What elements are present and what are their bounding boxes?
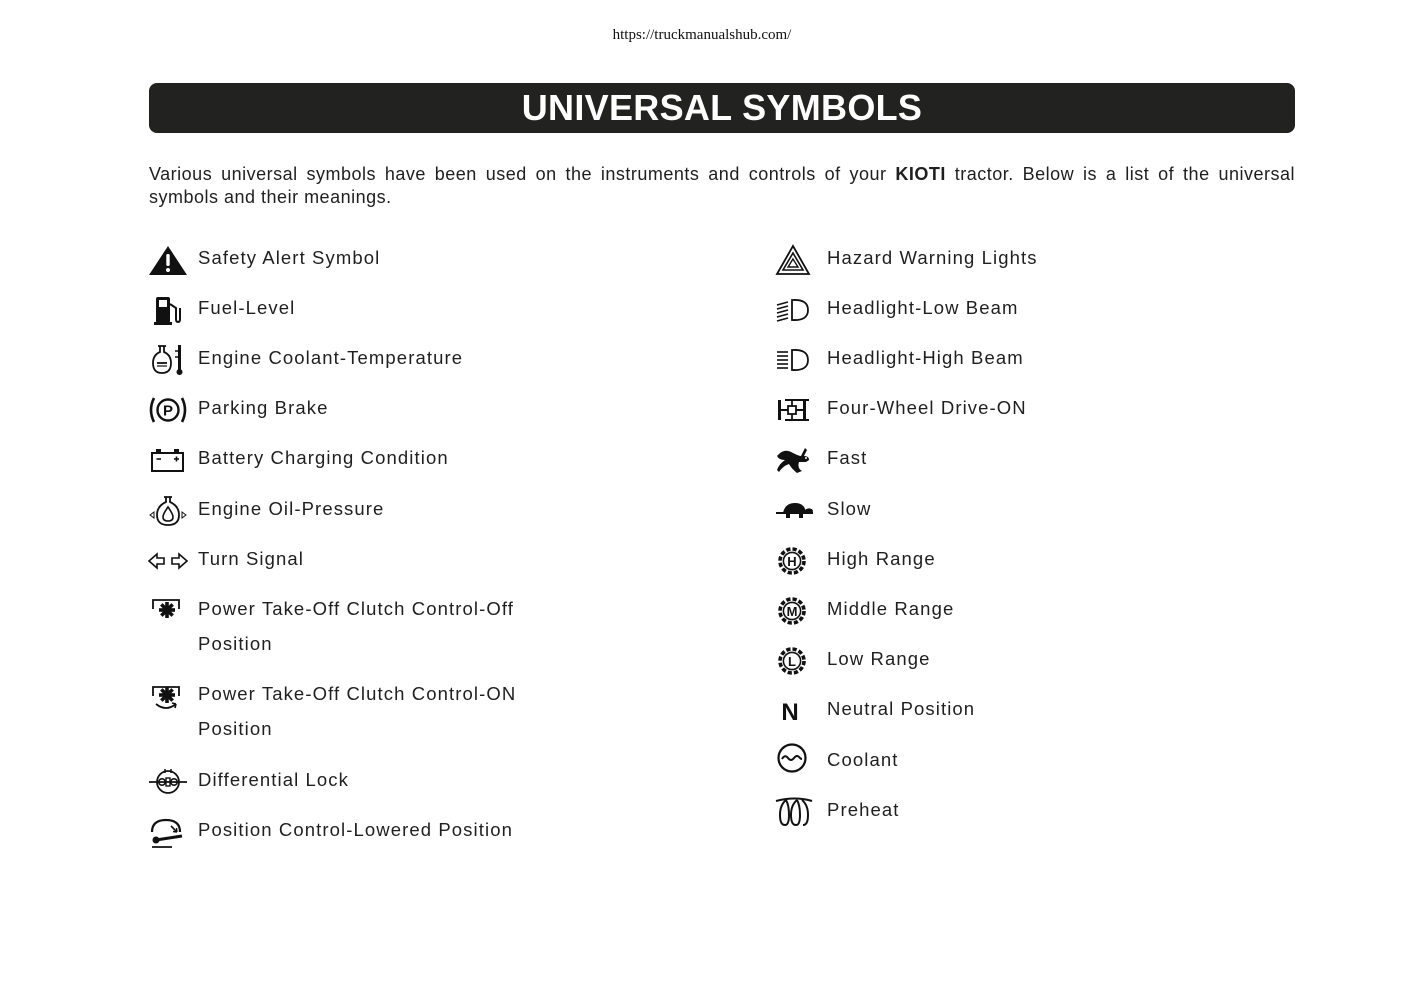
symbol-label: Four-Wheel Drive-ON: [827, 397, 1027, 418]
intro-text-before: Various universal symbols have been used on the instruments and controls of your: [149, 164, 896, 184]
coolant-temperature-icon: [148, 340, 188, 380]
symbol-label: Headlight-Low Beam: [827, 297, 1019, 318]
symbol-label: Engine Oil-Pressure: [198, 498, 385, 519]
symbol-item: [775, 541, 1147, 581]
pto-on-icon: [148, 676, 188, 716]
position-control-icon: [148, 812, 188, 852]
symbol-item: [775, 591, 1147, 631]
differential-lock-icon: [148, 762, 188, 802]
symbol-item: [148, 440, 518, 480]
symbol-item: [148, 390, 518, 430]
symbol-item: [775, 691, 1147, 731]
symbol-item: [775, 240, 1147, 280]
svg-text:M: M: [786, 604, 798, 619]
pto-off-icon: [148, 591, 188, 631]
symbol-item: [148, 340, 518, 380]
symbol-item: [148, 491, 518, 531]
symbol-label: High Range: [827, 548, 936, 569]
svg-text:H: H: [787, 554, 797, 569]
battery-icon: [148, 440, 188, 480]
hazard-triangle-icon: [775, 240, 815, 280]
symbol-item: [148, 676, 518, 746]
symbol-label: Parking Brake: [198, 397, 329, 418]
symbol-item: [148, 812, 518, 852]
symbol-label: Hazard Warning Lights: [827, 247, 1038, 268]
symbol-label: Engine Coolant-Temperature: [198, 347, 464, 368]
symbol-item: [775, 340, 1147, 380]
preheat-coil-icon: [775, 792, 815, 832]
symbol-item: [775, 491, 1147, 531]
symbol-item: [775, 390, 1147, 430]
high-range-gear-icon: [775, 541, 815, 581]
svg-text:L: L: [788, 654, 796, 669]
turtle-icon: [775, 491, 815, 531]
fuel-pump-icon: [148, 290, 188, 330]
title-banner: [149, 83, 1295, 133]
symbol-item: [775, 641, 1147, 681]
symbol-label: Slow: [827, 498, 872, 519]
symbol-label: Fast: [827, 447, 868, 468]
symbol-label: Battery Charging Condition: [198, 447, 449, 468]
symbol-item: [148, 541, 518, 581]
brand-name: KIOTI: [895, 164, 946, 184]
symbol-item: [148, 591, 518, 661]
symbol-label: Power Take-Off Clutch Control-ON Position: [198, 683, 517, 739]
symbol-item: [775, 742, 1147, 778]
rabbit-icon: [775, 440, 815, 480]
parking-brake-icon: [148, 390, 188, 430]
intro-paragraph: [149, 163, 1295, 209]
intro-text-after: tractor. Below is a list of the universal symbols and their meanings.: [149, 164, 1295, 207]
oil-pressure-icon: [148, 491, 188, 531]
symbol-label: Position Control-Lowered Position: [198, 819, 513, 840]
page-title: UNIVERSAL SYMBOLS: [521, 87, 923, 128]
svg-text:P: P: [162, 402, 174, 420]
low-beam-icon: [775, 290, 815, 330]
high-beam-icon: [775, 340, 815, 380]
symbol-label: Headlight-High Beam: [827, 347, 1024, 368]
symbol-label: Turn Signal: [198, 548, 305, 569]
symbol-label: Coolant: [827, 749, 899, 770]
symbol-item: [775, 792, 1147, 832]
symbol-label: Differential Lock: [198, 769, 350, 790]
warning-triangle-icon: [148, 240, 188, 280]
source-url: https://truckmanualshub.com/: [612, 27, 792, 43]
coolant-icon: [775, 742, 815, 778]
neutral-icon: [775, 691, 815, 731]
middle-range-gear-icon: [775, 591, 815, 631]
low-range-gear-icon: [775, 641, 815, 681]
turn-signal-icon: [148, 541, 188, 581]
symbol-item: [148, 290, 518, 330]
symbol-label: Middle Range: [827, 598, 955, 619]
symbol-item: [148, 762, 518, 802]
symbol-label: Fuel-Level: [198, 297, 296, 318]
svg-text:N: N: [781, 699, 799, 726]
symbol-item: [775, 290, 1147, 330]
four-wheel-drive-icon: [775, 390, 815, 430]
symbol-label: Preheat: [827, 799, 900, 820]
symbol-label: Low Range: [827, 648, 931, 669]
symbol-label: Power Take-Off Clutch Control-Off Position: [198, 598, 514, 654]
symbol-label: Neutral Position: [827, 698, 976, 719]
symbol-label: Safety Alert Symbol: [198, 247, 381, 268]
symbol-item: [148, 240, 518, 280]
symbol-item: [775, 440, 1147, 480]
